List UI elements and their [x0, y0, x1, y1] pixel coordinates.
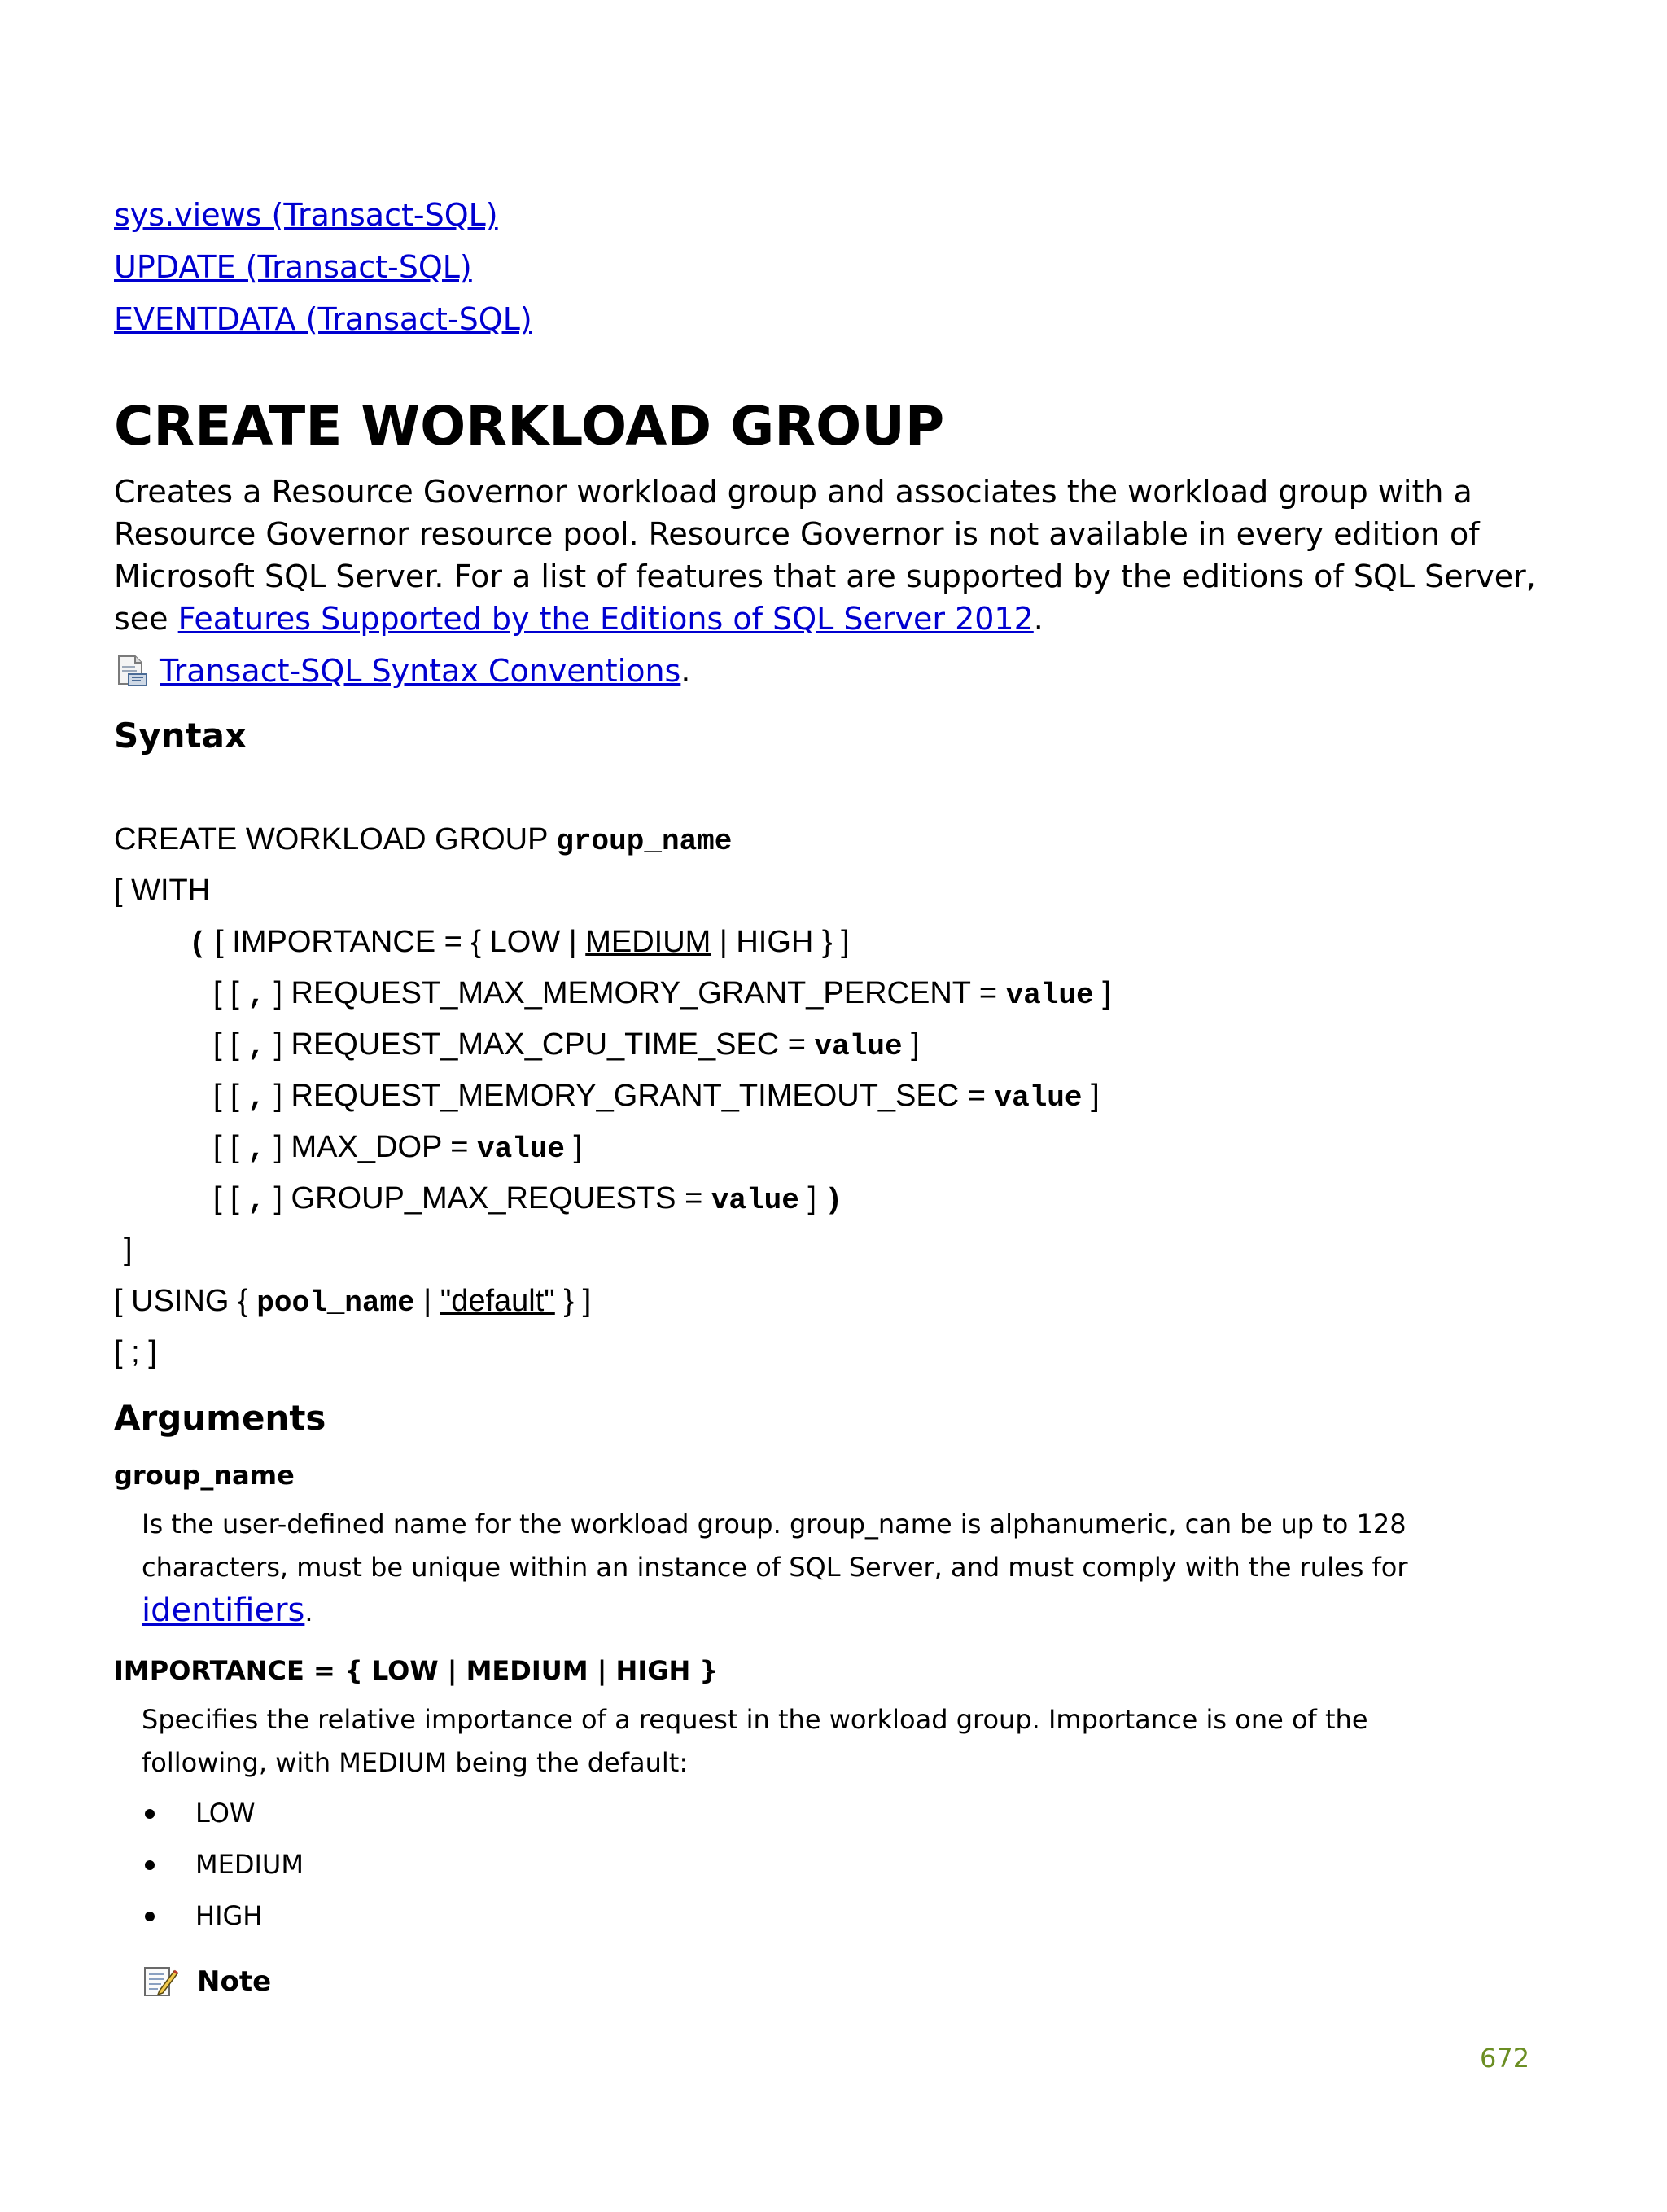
syntax-text: ]: [798, 1181, 825, 1216]
document-page: [114, 0, 1547, 2212]
bullet-icon: [145, 1860, 155, 1870]
link-sys-views[interactable]: sys.views (Transact-SQL): [114, 197, 498, 233]
syntax-text: [ [: [213, 1130, 248, 1164]
argument-desc-text: Is the user-defined name for the workload group. group_name is alphanumeric, can be up to 128 characters, must be unique within an instance of SQL Server, and must comply with the rules for: [142, 1509, 1408, 1583]
conventions-end: .: [680, 653, 691, 689]
syntax-text: ]: [565, 1130, 583, 1164]
syntax-text: [ IMPORTANCE = { LOW |: [206, 925, 586, 959]
syntax-comma: ,: [247, 1132, 265, 1166]
intro-paragraph: [114, 471, 1547, 640]
syntax-line-1: [114, 814, 1111, 865]
syntax-line-2: [114, 865, 1111, 917]
syntax-text: ] MAX_DOP =: [265, 1130, 477, 1164]
syntax-text: ] REQUEST_MEMORY_GRANT_TIMEOUT_SEC =: [265, 1079, 995, 1113]
note-callout: [142, 1960, 271, 2003]
syntax-comma: ,: [247, 1184, 265, 1217]
document-link-icon: [114, 653, 150, 689]
syntax-text: [ WITH: [114, 874, 211, 908]
syntax-value: value: [476, 1132, 565, 1166]
list-item-label: LOW: [195, 1798, 256, 1829]
syntax-param: group_name: [556, 825, 733, 858]
list-item-label: MEDIUM: [195, 1849, 304, 1880]
importance-list: [142, 1788, 304, 1942]
syntax-text: ] REQUEST_MAX_CPU_TIME_SEC =: [265, 1027, 815, 1062]
link-identifiers[interactable]: identifiers: [142, 1592, 305, 1629]
page-number: 672: [1480, 2043, 1530, 2074]
link-features-supported[interactable]: Features Supported by the Editions of SQL Server 2012: [177, 601, 1034, 637]
argument-desc-importance: Specifies the relative importance of a request in the workload group. Importance is one of the following, with MEDIUM being the default:: [142, 1704, 1368, 1778]
syntax-block: [114, 814, 1111, 1378]
syntax-text: } ]: [554, 1284, 592, 1318]
link-update[interactable]: UPDATE (Transact-SQL): [114, 249, 472, 285]
note-label: Note: [197, 1965, 272, 1998]
syntax-line-9: [114, 1224, 1111, 1276]
syntax-text: [ [: [213, 976, 248, 1010]
syntax-line-11: [114, 1327, 1111, 1378]
syntax-text: CREATE WORKLOAD GROUP: [114, 822, 557, 856]
syntax-line-10: [114, 1276, 1111, 1327]
syntax-paren: ): [825, 1184, 843, 1217]
syntax-param: pool_name: [256, 1286, 415, 1320]
syntax-conventions: [114, 648, 690, 694]
list-item-label: HIGH: [195, 1900, 263, 1931]
list-item: [142, 1788, 304, 1839]
arguments-heading: Arguments: [114, 1398, 326, 1438]
related-links: [114, 189, 532, 345]
syntax-comma: ,: [247, 979, 265, 1012]
syntax-text: ] REQUEST_MAX_MEMORY_GRANT_PERCENT =: [265, 976, 1006, 1010]
link-syntax-conventions[interactable]: Transact-SQL Syntax Conventions: [160, 653, 681, 689]
syntax-text: ] GROUP_MAX_REQUESTS =: [265, 1181, 711, 1216]
link-eventdata[interactable]: EVENTDATA (Transact-SQL): [114, 301, 532, 337]
bullet-icon: [145, 1912, 155, 1921]
syntax-text: |: [414, 1284, 440, 1318]
intro-text: Creates a Resource Governor workload group and associates the workload group with a Resource Governor resource pool. Resource Governor is not available in every edition of Microsoft SQL Server. For a list of features that are supported by the editions of SQL Server, see: [114, 474, 1536, 637]
syntax-value: value: [814, 1030, 903, 1063]
syntax-line-4: [114, 968, 1111, 1019]
syntax-text: [ [: [213, 1181, 248, 1216]
syntax-text: [ [: [213, 1027, 248, 1062]
syntax-text: [ USING {: [114, 1284, 257, 1318]
intro-end: .: [1033, 601, 1044, 637]
syntax-text: ]: [124, 1233, 133, 1267]
syntax-heading: Syntax: [114, 716, 247, 756]
syntax-line-6: [114, 1071, 1111, 1122]
syntax-text: ]: [902, 1027, 920, 1062]
syntax-line-3: [114, 917, 1111, 968]
list-item: [142, 1839, 304, 1890]
syntax-text: ]: [1082, 1079, 1100, 1113]
argument-desc-end: .: [304, 1597, 313, 1627]
bullet-icon: [145, 1809, 155, 1819]
syntax-line-5: [114, 1019, 1111, 1071]
syntax-value: value: [1005, 979, 1094, 1012]
syntax-default-pool: "default": [440, 1284, 555, 1318]
syntax-text: ]: [1093, 976, 1111, 1010]
syntax-value: value: [994, 1081, 1083, 1115]
syntax-line-7: [114, 1122, 1111, 1173]
syntax-text: [ [: [213, 1079, 248, 1113]
page-title: CREATE WORKLOAD GROUP: [114, 395, 945, 458]
note-pencil-icon: [142, 1963, 179, 2000]
argument-desc-group-name: [142, 1503, 1411, 1634]
argument-term-importance: IMPORTANCE = { LOW | MEDIUM | HIGH }: [114, 1655, 719, 1686]
syntax-default-medium: MEDIUM: [585, 925, 711, 959]
argument-term-group-name: group_name: [114, 1460, 295, 1491]
syntax-comma: ,: [247, 1030, 265, 1063]
syntax-text: [ ; ]: [114, 1335, 157, 1369]
syntax-line-8: [114, 1173, 1111, 1224]
syntax-text: | HIGH } ]: [711, 925, 850, 959]
syntax-comma: ,: [247, 1081, 265, 1115]
syntax-value: value: [711, 1184, 799, 1217]
list-item: [142, 1890, 304, 1942]
syntax-paren: (: [189, 927, 207, 961]
